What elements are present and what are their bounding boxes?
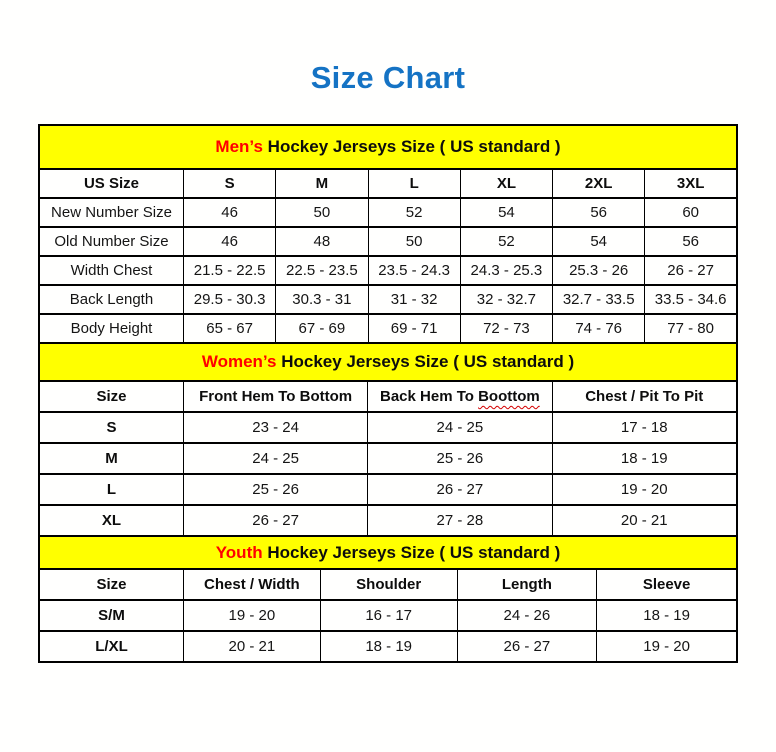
page-title: Size Chart [310,60,466,95]
mens-data-cell: 50 [276,198,368,227]
youth-header-row [39,569,737,600]
mens-data-cell: 74 - 76 [553,314,645,343]
caption-rest: Hockey Jerseys Size ( US standard ) [262,137,561,156]
womens-data-row [39,505,737,536]
womens-header-cell: Chest / Pit To Pit [552,381,737,412]
mens-data-row [39,256,737,285]
mens-header-cell: L [368,169,460,198]
mens-data-cell: 77 - 80 [645,314,737,343]
womens-data-row [39,474,737,505]
size-chart-container [38,124,738,663]
youth-header-cell: Size [39,569,183,600]
youth-data-cell: 18 - 19 [597,600,737,631]
youth-caption-cell [39,536,737,569]
caption-rest: Hockey Jerseys Size ( US standard ) [276,352,575,371]
mens-row-label: Width Chest [39,256,183,285]
womens-data-cell: 26 - 27 [183,505,367,536]
womens-data-cell: 25 - 26 [183,474,367,505]
mens-data-cell: 50 [368,227,460,256]
youth-header-cell: Length [457,569,597,600]
caption-highlight: Youth [215,542,263,562]
caption-highlight: Women’s [201,352,277,371]
womens-data-cell: 19 - 20 [552,474,737,505]
mens-data-cell: 54 [553,227,645,256]
mens-data-cell: 60 [645,198,737,227]
mens-caption-cell [39,125,737,169]
mens-header-cell: US Size [39,169,183,198]
mens-data-cell: 22.5 - 23.5 [276,256,368,285]
youth-data-cell: 20 - 21 [183,631,320,662]
mens-data-row [39,314,737,343]
mens-data-cell: 30.3 - 31 [276,285,368,314]
mens-header-cell: XL [460,169,552,198]
mens-data-cell: 29.5 - 30.3 [183,285,275,314]
mens-size-table [38,124,738,344]
mens-data-cell: 65 - 67 [183,314,275,343]
caption-rest: Hockey Jerseys Size ( US standard ) [262,542,561,562]
mens-data-row [39,285,737,314]
mens-data-cell: 26 - 27 [645,256,737,285]
mens-header-cell: S [183,169,275,198]
womens-data-cell: 20 - 21 [552,505,737,536]
womens-row-label: L [39,474,183,505]
womens-data-cell: 17 - 18 [552,412,737,443]
mens-data-cell: 46 [183,198,275,227]
mens-data-cell: 24.3 - 25.3 [460,256,552,285]
mens-data-cell: 25.3 - 26 [553,256,645,285]
womens-row-label: M [39,443,183,474]
mens-header-row [39,169,737,198]
youth-caption-row [39,536,737,569]
mens-data-cell: 46 [183,227,275,256]
misspelled-word: Boottom [478,388,540,405]
mens-data-cell: 21.5 - 22.5 [183,256,275,285]
womens-data-cell: 24 - 25 [368,412,552,443]
womens-caption-row [39,343,737,381]
womens-header-cell: Size [39,381,183,412]
youth-size-table [38,535,738,663]
youth-data-row [39,631,737,662]
mens-data-cell: 69 - 71 [368,314,460,343]
womens-data-cell: 24 - 25 [183,443,367,474]
womens-header-cell: Front Hem To Bottom [183,381,367,412]
youth-data-row [39,600,737,631]
youth-data-cell: 24 - 26 [457,600,597,631]
youth-data-cell: 19 - 20 [183,600,320,631]
youth-data-cell: 16 - 17 [320,600,457,631]
womens-row-label: XL [39,505,183,536]
womens-data-cell: 18 - 19 [552,443,737,474]
mens-row-label: Old Number Size [39,227,183,256]
youth-data-cell: 19 - 20 [597,631,737,662]
youth-header-cell: Sleeve [597,569,737,600]
mens-header-cell: 3XL [645,169,737,198]
mens-data-cell: 52 [368,198,460,227]
womens-data-cell: 27 - 28 [368,505,552,536]
youth-header-cell: Shoulder [320,569,457,600]
mens-data-cell: 31 - 32 [368,285,460,314]
youth-data-cell: 18 - 19 [320,631,457,662]
womens-data-cell: 23 - 24 [183,412,367,443]
womens-data-row [39,412,737,443]
mens-header-cell: M [276,169,368,198]
mens-data-cell: 32 - 32.7 [460,285,552,314]
mens-data-cell: 23.5 - 24.3 [368,256,460,285]
mens-header-cell: 2XL [553,169,645,198]
mens-data-cell: 33.5 - 34.6 [645,285,737,314]
caption-highlight: Men’s [215,137,263,156]
mens-data-cell: 54 [460,198,552,227]
youth-row-label: S/M [39,600,183,631]
youth-data-cell: 26 - 27 [457,631,597,662]
mens-data-cell: 48 [276,227,368,256]
mens-row-label: Back Length [39,285,183,314]
mens-row-label: New Number Size [39,198,183,227]
womens-size-table [38,342,738,537]
womens-data-cell: 25 - 26 [368,443,552,474]
womens-data-cell: 26 - 27 [368,474,552,505]
youth-header-cell: Chest / Width [183,569,320,600]
mens-data-cell: 72 - 73 [460,314,552,343]
mens-caption-row [39,125,737,169]
mens-data-cell: 67 - 69 [276,314,368,343]
mens-data-cell: 32.7 - 33.5 [553,285,645,314]
womens-header-cell: Back Hem To Boottom [368,381,552,412]
mens-row-label: Body Height [39,314,183,343]
womens-caption-cell [39,343,737,381]
mens-data-row [39,198,737,227]
womens-data-row [39,443,737,474]
womens-header-row [39,381,737,412]
mens-data-cell: 56 [645,227,737,256]
mens-data-row [39,227,737,256]
mens-data-cell: 56 [553,198,645,227]
youth-row-label: L/XL [39,631,183,662]
womens-row-label: S [39,412,183,443]
mens-data-cell: 52 [460,227,552,256]
